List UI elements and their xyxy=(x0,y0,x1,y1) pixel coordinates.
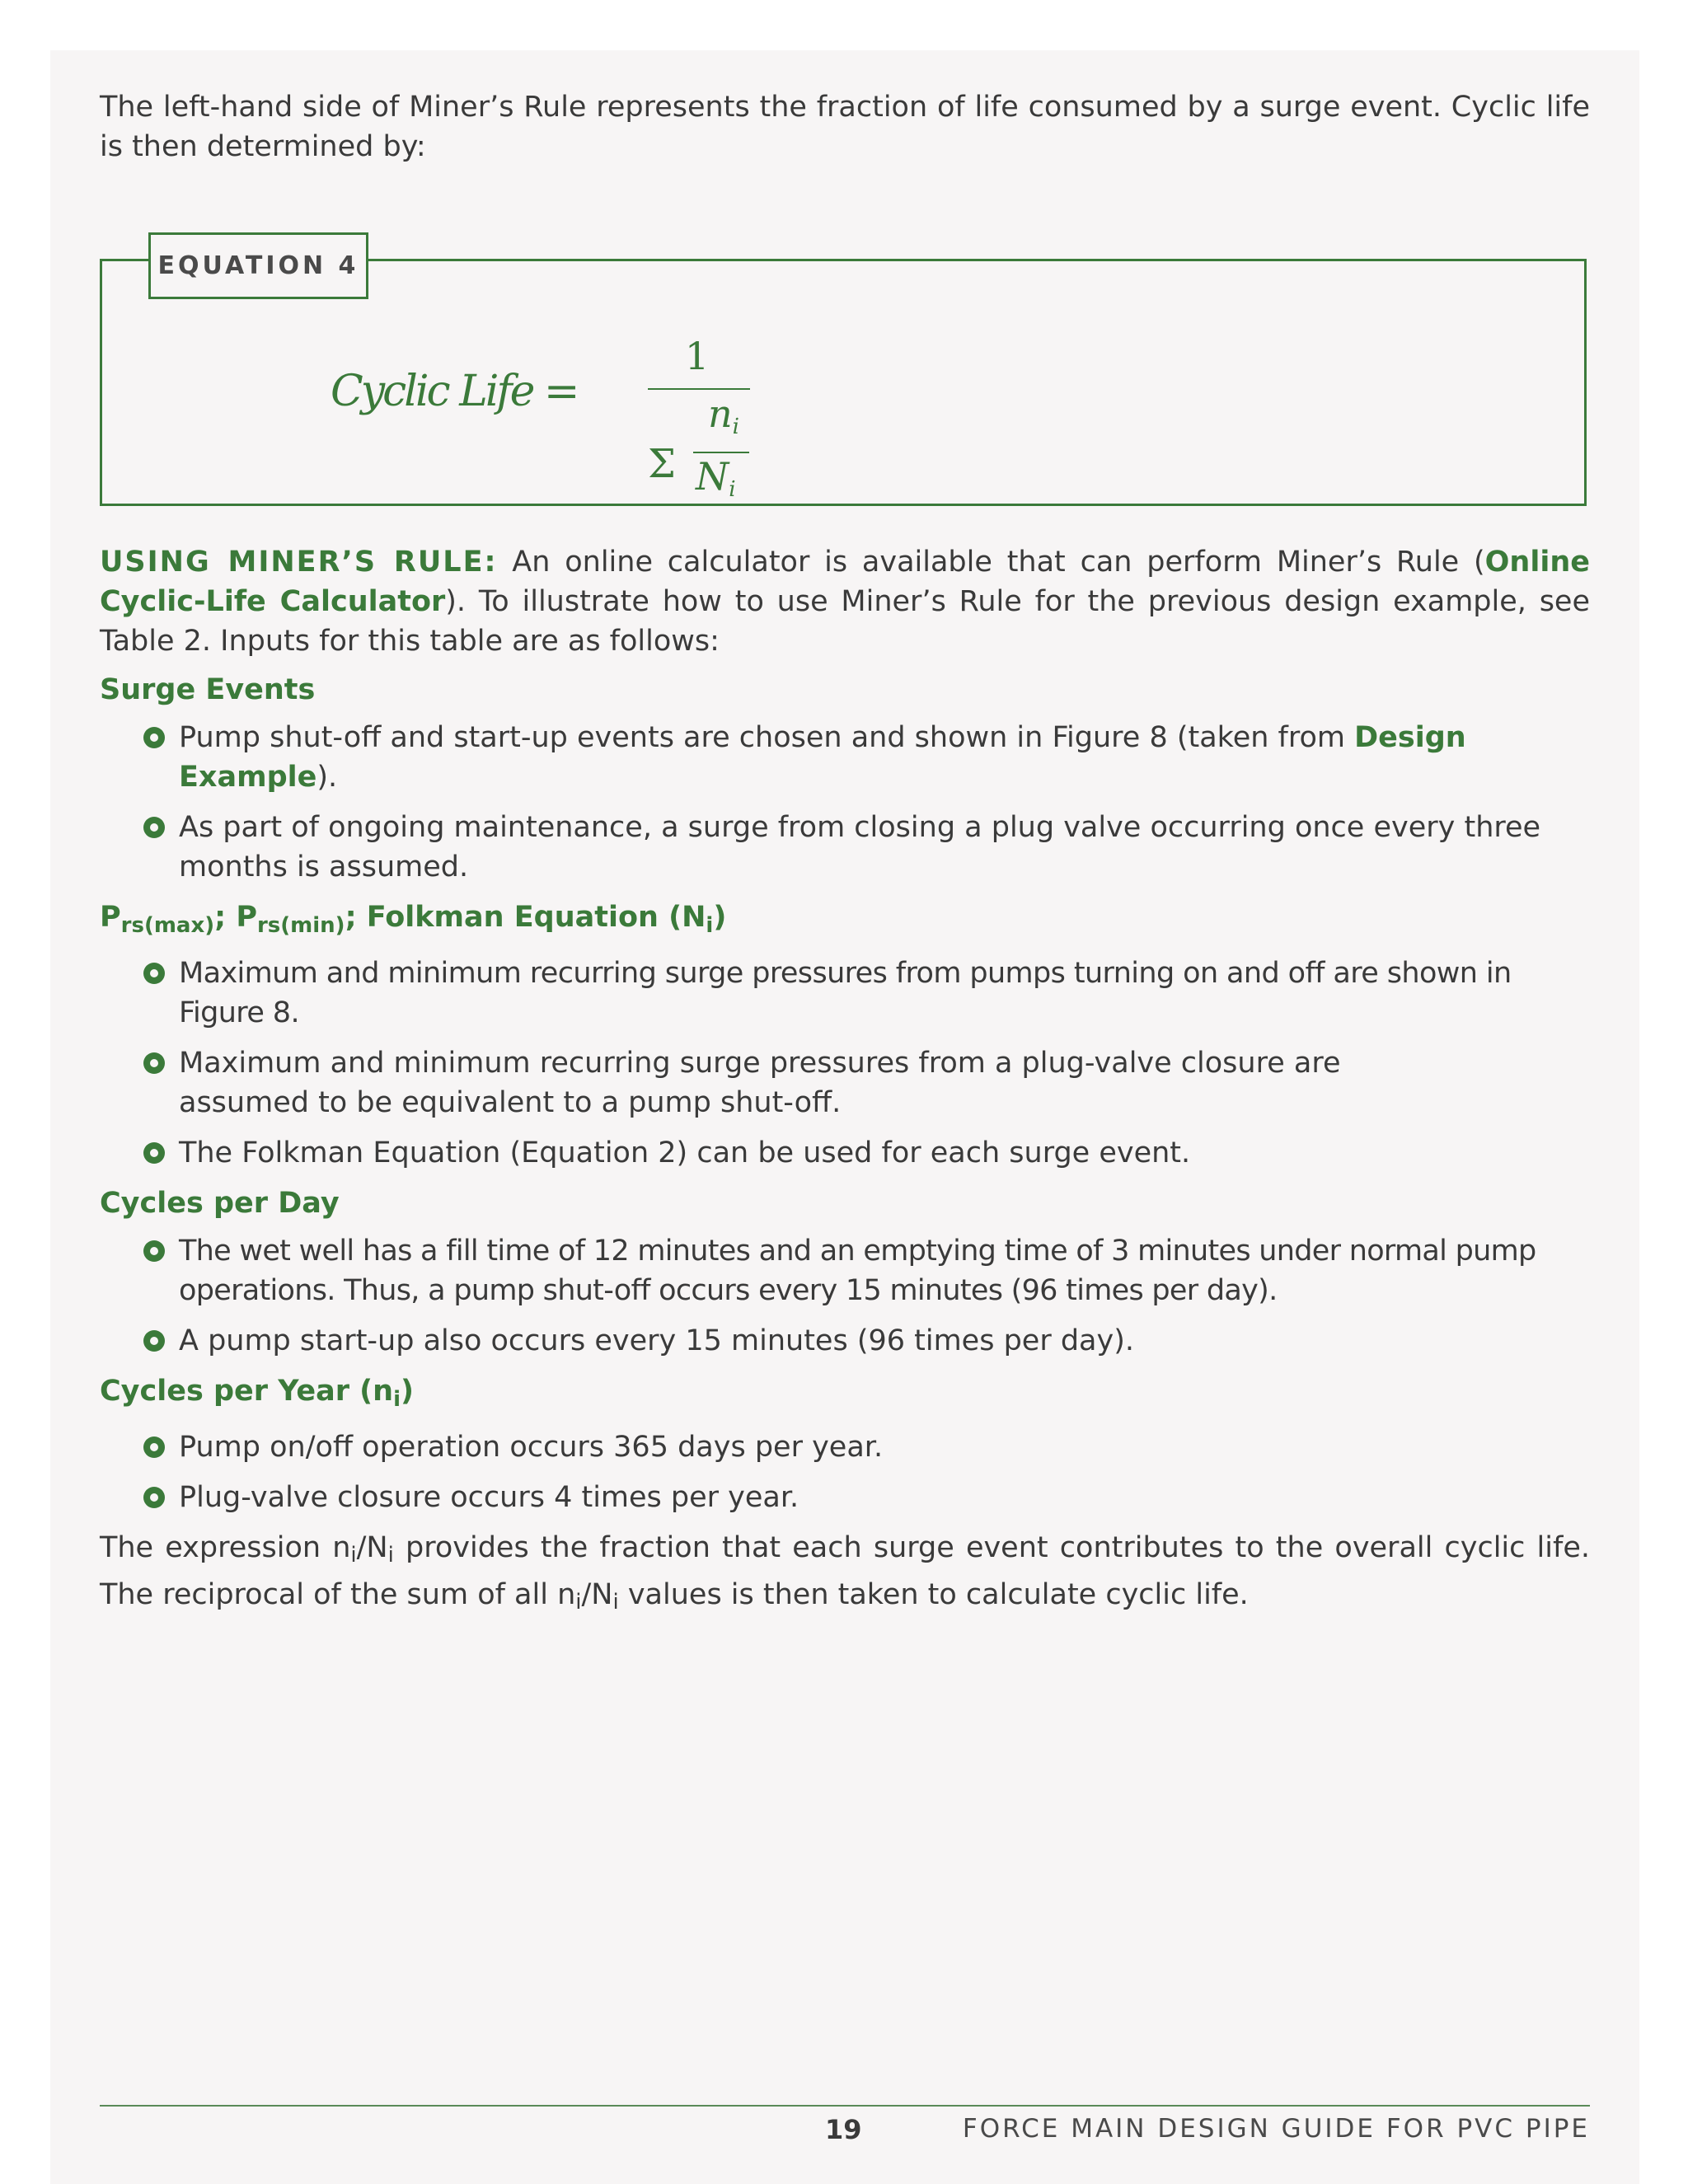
bullet-icon xyxy=(143,963,165,984)
cycles-per-year-list xyxy=(100,1427,1590,1517)
list-item: Maximum and minimum recurring surge pressures from pumps turning on and off are shown in Figure 8. xyxy=(100,954,1590,1033)
list-item: Pump shut-off and start-up events are chosen and shown in Figure 8 (taken from Design Example). xyxy=(100,718,1590,797)
section-heading-cycles-per-day: Cycles per Day xyxy=(100,1187,340,1220)
footer-title: FORCE MAIN DESIGN GUIDE FOR PVC PIPE xyxy=(962,2114,1590,2144)
formula-sigma: Σ xyxy=(648,441,676,487)
formula-inner-bar xyxy=(693,452,749,453)
footer-divider xyxy=(100,2105,1590,2107)
list-item: Plug-valve closure occurs 4 times per year. xyxy=(100,1478,1590,1517)
formula-numerator: 1 xyxy=(685,334,710,378)
list-item: The wet well has a fill time of 12 minutes and an emptying time of 3 minutes under normal pump operations. Thus, a pump shut-off occurs every 15 minutes (96 times per day). xyxy=(100,1231,1590,1310)
bullet-icon xyxy=(143,1436,165,1458)
formula-fraction-bar xyxy=(648,388,750,390)
equation-block xyxy=(100,232,1590,502)
online-calculator-link[interactable]: Online Cyclic-Life Calculator xyxy=(100,546,1590,618)
list-item: The Folkman Equation (Equation 2) can be used for each surge event. xyxy=(100,1133,1590,1173)
formula-lhs: Cyclic Life = xyxy=(331,367,578,416)
prs-list xyxy=(100,954,1590,1173)
bullet-icon xyxy=(143,1142,165,1164)
using-heading: USING MINER’S RULE: xyxy=(100,546,498,579)
closing-paragraph: The expression ni/Ni provides the fraction that each surge event contributes to the overall cyclic life. The reciprocal of the sum of all ni/Ni values is then taken to calculate cyclic life. xyxy=(100,1531,1590,1615)
bullet-icon xyxy=(143,1330,165,1352)
bullet-icon xyxy=(143,1240,165,1262)
using-paragraph: USING MINER’S RULE: An online calculator is available that can perform Miner’s Rule (Online Cyclic-Life Calculator). To illustrate how to use Miner’s Rule for the previous design example, see Table 2. Inputs for this table are as follows: xyxy=(100,546,1590,658)
page xyxy=(50,50,1639,2184)
bullet-icon xyxy=(143,1487,165,1508)
surge-events-list xyxy=(100,718,1590,887)
section-heading-prs: $P_{rs(max)}$; $P_{rs(min)}$; Folkman Equation $(N_i)$ xyxy=(100,901,727,938)
list-item: Maximum and minimum recurring surge pressures from a plug-valve closure are assumed to be equivalent to a pump shut-off. xyxy=(100,1043,1590,1122)
section-heading-cycles-per-year: Cycles per Year $(n_i)$ xyxy=(100,1375,415,1412)
section-heading-surge-events: Surge Events xyxy=(100,673,316,706)
bullet-icon xyxy=(143,727,165,748)
list-item: As part of ongoing maintenance, a surge from closing a plug valve occurring once every three months is assumed. xyxy=(100,808,1590,887)
bullet-icon xyxy=(143,1052,165,1074)
intro-paragraph: The left-hand side of Miner’s Rule represents the fraction of life consumed by a surge event. Cyclic life is then determined by: xyxy=(100,91,1590,163)
page-content xyxy=(100,87,1590,1622)
page-number: 19 xyxy=(825,2114,862,2145)
cyclic-life-formula xyxy=(331,334,792,515)
equation-label: EQUATION 4 xyxy=(148,232,368,299)
design-example-link[interactable]: Design Example xyxy=(179,721,1466,794)
formula-ni: $n_i$ xyxy=(708,391,739,439)
formula-Ni: $N_i$ xyxy=(696,454,736,502)
cycles-per-day-list xyxy=(100,1231,1590,1361)
bullet-icon xyxy=(143,817,165,838)
list-item: A pump start-up also occurs every 15 minutes (96 times per day). xyxy=(100,1321,1590,1361)
list-item: Pump on/off operation occurs 365 days per year. xyxy=(100,1427,1590,1467)
